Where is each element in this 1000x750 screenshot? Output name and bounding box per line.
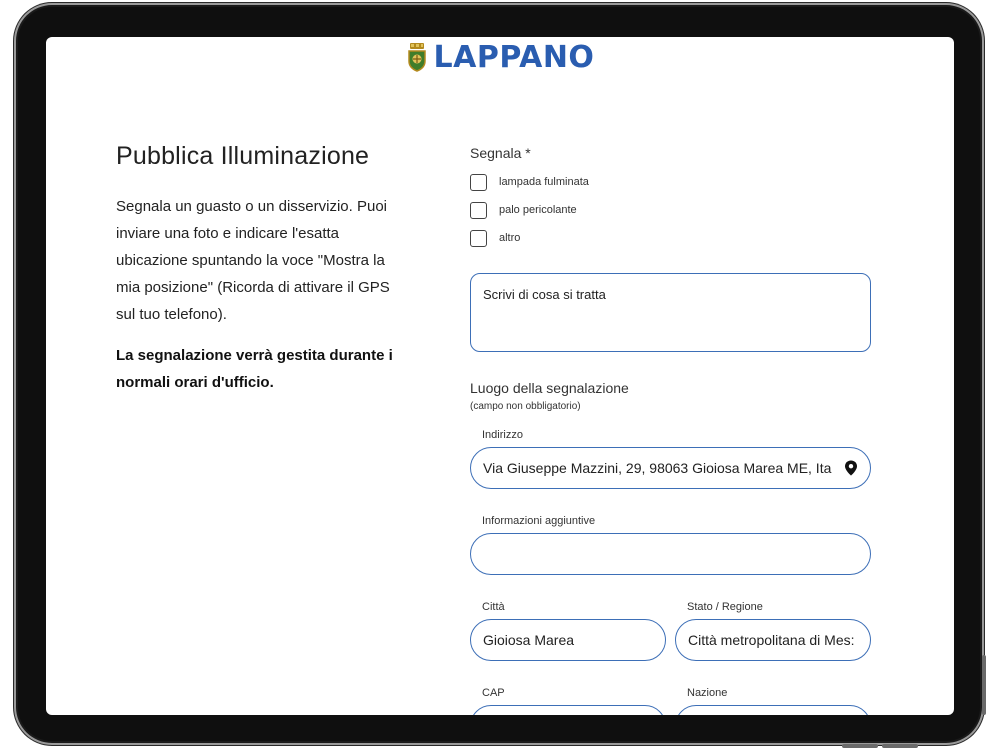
region-input[interactable] — [675, 619, 871, 661]
office-hours-note — [116, 342, 416, 396]
address-label: Indirizzo — [482, 429, 523, 441]
site-logo[interactable] — [46, 39, 954, 75]
page-title: Pubblica Illuminazione — [116, 142, 370, 170]
bottom-button-left — [842, 744, 878, 748]
city-input[interactable] — [470, 619, 666, 661]
screen — [46, 37, 954, 715]
volume-button — [982, 655, 986, 715]
note-line: normali orari d'ufficio. — [116, 374, 274, 391]
city-value: Gioiosa Marea — [483, 632, 575, 648]
checkbox[interactable] — [470, 202, 487, 219]
description-line: ubicazione spuntando la voce "Mostra la — [116, 252, 385, 269]
option-altro[interactable] — [470, 224, 872, 252]
checkbox-label: palo pericolante — [499, 204, 577, 216]
municipal-crest-icon — [406, 42, 428, 72]
description-placeholder: Scrivi di cosa si tratta — [483, 287, 606, 302]
country-input[interactable] — [675, 705, 871, 715]
country-label: Nazione — [687, 687, 728, 699]
intro-panel — [116, 142, 416, 396]
checkbox-label: altro — [499, 232, 521, 244]
option-lampada-fulminata[interactable] — [470, 168, 872, 196]
logo-text: LAPPANO — [433, 39, 595, 75]
region-label: Stato / Regione — [687, 601, 763, 613]
note-line: La segnalazione verrà gestita durante i — [116, 347, 393, 364]
address-value: Via Giuseppe Mazzini, 29, 98063 Gioiosa Marea ME, Ita — [483, 460, 832, 476]
city-label: Città — [482, 601, 505, 613]
extra-info-input[interactable] — [470, 533, 871, 575]
region-value: Città metropolitana di Mes: — [688, 632, 855, 648]
issue-checkbox-group — [470, 168, 872, 252]
description-line: Segnala un guasto o un disservizio. Puoi — [116, 198, 388, 215]
checkbox-label: lampada fulminata — [499, 176, 589, 188]
checkbox[interactable] — [470, 230, 487, 247]
location-subtitle: (campo non obbligatorio) — [470, 401, 581, 412]
address-input[interactable] — [470, 447, 871, 489]
report-form — [470, 145, 872, 699]
bottom-button-right — [882, 744, 918, 748]
description-textarea[interactable] — [470, 273, 871, 352]
description-line: mia posizione" (Ricorda di attivare il GPS — [116, 279, 390, 296]
description-line: inviare una foto e indicare l'esatta — [116, 225, 340, 242]
option-palo-pericolante[interactable] — [470, 196, 872, 224]
cap-input[interactable] — [470, 705, 666, 715]
checkbox[interactable] — [470, 174, 487, 191]
segnala-label: Segnala * — [470, 145, 531, 161]
map-pin-icon[interactable] — [844, 460, 858, 476]
description-line: sul tuo telefono). — [116, 306, 227, 323]
cap-label: CAP — [482, 687, 505, 699]
intro-description — [116, 193, 416, 328]
extra-info-label: Informazioni aggiuntive — [482, 515, 596, 527]
location-title: Luogo della segnalazione — [470, 380, 629, 396]
